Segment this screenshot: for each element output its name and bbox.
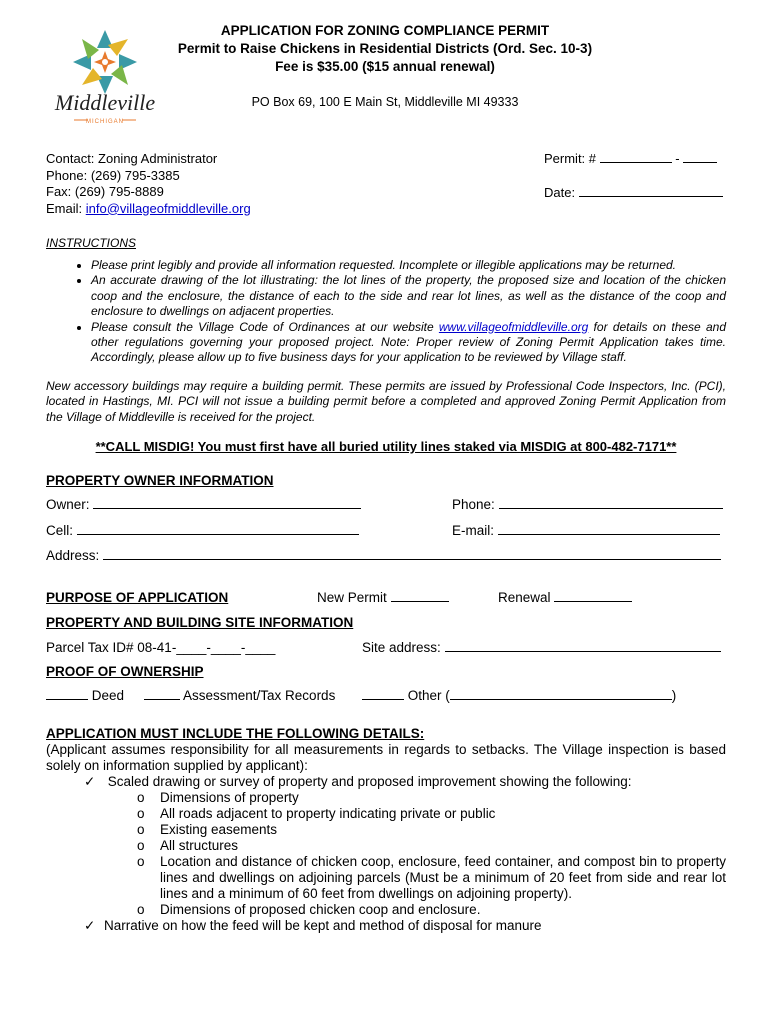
new-permit-option: New Permit	[317, 590, 449, 605]
details-title: APPLICATION MUST INCLUDE THE FOLLOWING DETAILS:	[46, 726, 425, 741]
instructions-title: INSTRUCTIONS	[46, 236, 136, 250]
form-title: APPLICATION FOR ZONING COMPLIANCE PERMIT	[220, 23, 550, 38]
date-input[interactable]	[579, 185, 723, 197]
fee-note: Fee is $35.00 ($15 annual renewal)	[275, 59, 495, 74]
other-check-input[interactable]	[362, 688, 404, 700]
phone-field: Phone:	[452, 497, 723, 512]
renewal-input[interactable]	[554, 590, 632, 602]
details-intro: (Applicant assumes responsibility for all measurements in regards to setbacks. The Village inspection is based solely on information supplied by applicant):	[46, 742, 726, 773]
permit-label: Permit: #	[544, 151, 597, 166]
sub-item: o Dimensions of property	[160, 790, 726, 806]
address-input[interactable]	[103, 548, 721, 560]
deed-option: Deed	[46, 688, 124, 703]
checklist-item: ✓ Narrative on how the feed will be kept and method of disposal for manure	[104, 918, 726, 934]
village-address: PO Box 69, 100 E Main St, Middleville MI 49333	[251, 95, 519, 109]
phone-input[interactable]	[499, 497, 723, 509]
cell-input[interactable]	[77, 523, 359, 535]
site-section-title: PROPERTY AND BUILDING SITE INFORMATION	[46, 615, 354, 630]
instruction-item: • An accurate drawing of the lot illustrating: the lot lines of the property, the proposed size and location of the chicken coop and the enclosure, the distance of each to the side and rear lot lines, as well as the distance of the coop and enclosure to dwellings on adjacent properties.	[91, 273, 726, 319]
sub-item: o All roads adjacent to property indicating private or public	[160, 806, 726, 822]
renewal-option: Renewal	[498, 590, 632, 605]
checklist-item: ✓ Scaled drawing or survey of property and proposed improvement showing the following: o Dimensions of property o All roads adjacent to property indicating private or public o Existing easements o All structures o Location and distance of chicken coop, enclosure, feed container, and compost bin to property lines and dwellings on adjoining parcels (Must be a minimum of 20 feet from side and rear lot lines and a minimum of 60 feet from dwellings on adjoining property). o Dimensions of proposed chicken coop and enclosure.	[104, 774, 726, 918]
misdig-warning: **CALL MISDIG! You must first have all buried utility lines staked via MISDIG at 800-482-7171**	[95, 439, 677, 454]
ownership-title: PROOF OF OWNERSHIP	[46, 664, 204, 679]
contact-block	[46, 151, 251, 217]
address-field: Address:	[46, 548, 721, 563]
website-link[interactable]: www.villageofmiddleville.org	[438, 319, 589, 334]
owner-section-title: PROPERTY OWNER INFORMATION	[46, 473, 274, 488]
sub-item: o Dimensions of proposed chicken coop and enclosure.	[160, 902, 726, 918]
instruction-item: • Please consult the Village Code of Ordinances at our website www.villageofmiddleville.org for details on these and other regulations governing your proposed project. Note: Proper review of Zoning Permit Application takes time. Accordingly, please allow up to five business days for your application to be reviewed by Village staff.	[91, 320, 726, 366]
contact-email-row: Email: info@villageofmiddleville.org	[46, 200, 251, 216]
owner-field: Owner:	[46, 497, 361, 512]
contact-name: Contact: Zoning Administrator	[46, 151, 218, 166]
email-field: E-mail:	[452, 523, 720, 538]
parcel-id-field[interactable]: Parcel Tax ID# 08-41-____-____-____	[46, 640, 276, 655]
contact-phone: Phone: (269) 795-3385	[46, 167, 180, 183]
purpose-title: PURPOSE OF APPLICATION	[46, 590, 229, 605]
required-details	[46, 726, 726, 934]
contact-fax: Fax: (269) 795-8889	[46, 184, 164, 199]
permit-number-field: Permit: # -	[544, 151, 717, 166]
svg-text:MICHIGAN: MICHIGAN	[86, 119, 124, 125]
email-link[interactable]: info@villageofmiddleville.org	[85, 200, 251, 216]
svg-text:Middleville: Middleville	[54, 90, 156, 115]
instructions-list	[46, 258, 726, 366]
form-subtitle: Permit to Raise Chickens in Residential Districts (Ord. Sec. 10-3)	[177, 41, 593, 56]
email-input[interactable]	[498, 523, 720, 535]
cell-field: Cell:	[46, 523, 359, 538]
other-text-input[interactable]	[450, 688, 672, 700]
permit-suffix-input[interactable]	[683, 151, 717, 163]
date-field	[544, 185, 723, 200]
sub-item: o All structures	[160, 838, 726, 854]
date-label: Date:	[544, 185, 576, 200]
new-permit-input[interactable]	[391, 590, 449, 602]
middleville-emblem-icon	[38, 22, 173, 132]
sub-item: o Location and distance of chicken coop, enclosure, feed container, and compost bin to property lines and dwellings on adjoining parcels (Must be a minimum of 20 feet from side and rear lot lines and a minimum of 60 feet from dwellings on adjoining property).	[160, 854, 726, 902]
deed-input[interactable]	[46, 688, 88, 700]
sub-item: o Existing easements	[160, 822, 726, 838]
owner-input[interactable]	[93, 497, 361, 509]
permit-number-input[interactable]	[600, 151, 672, 163]
assessment-option: Assessment/Tax Records	[144, 688, 335, 703]
instruction-item: • Please print legibly and provide all information requested. Incomplete or illegible applications may be returned.	[91, 258, 726, 273]
assessment-input[interactable]	[144, 688, 180, 700]
other-option: Other ( )	[362, 688, 676, 703]
site-address-field: Site address:	[362, 640, 721, 655]
building-permit-note: New accessory buildings may require a building permit. These permits are issued by Professional Code Inspectors, Inc. (PCI), located in Hastings, MI. PCI will not issue a building permit before a completed and approved Zoning Permit Application from the Village of Middleville is received for the project.	[46, 379, 726, 424]
village-logo	[38, 22, 173, 132]
site-address-input[interactable]	[445, 640, 721, 652]
